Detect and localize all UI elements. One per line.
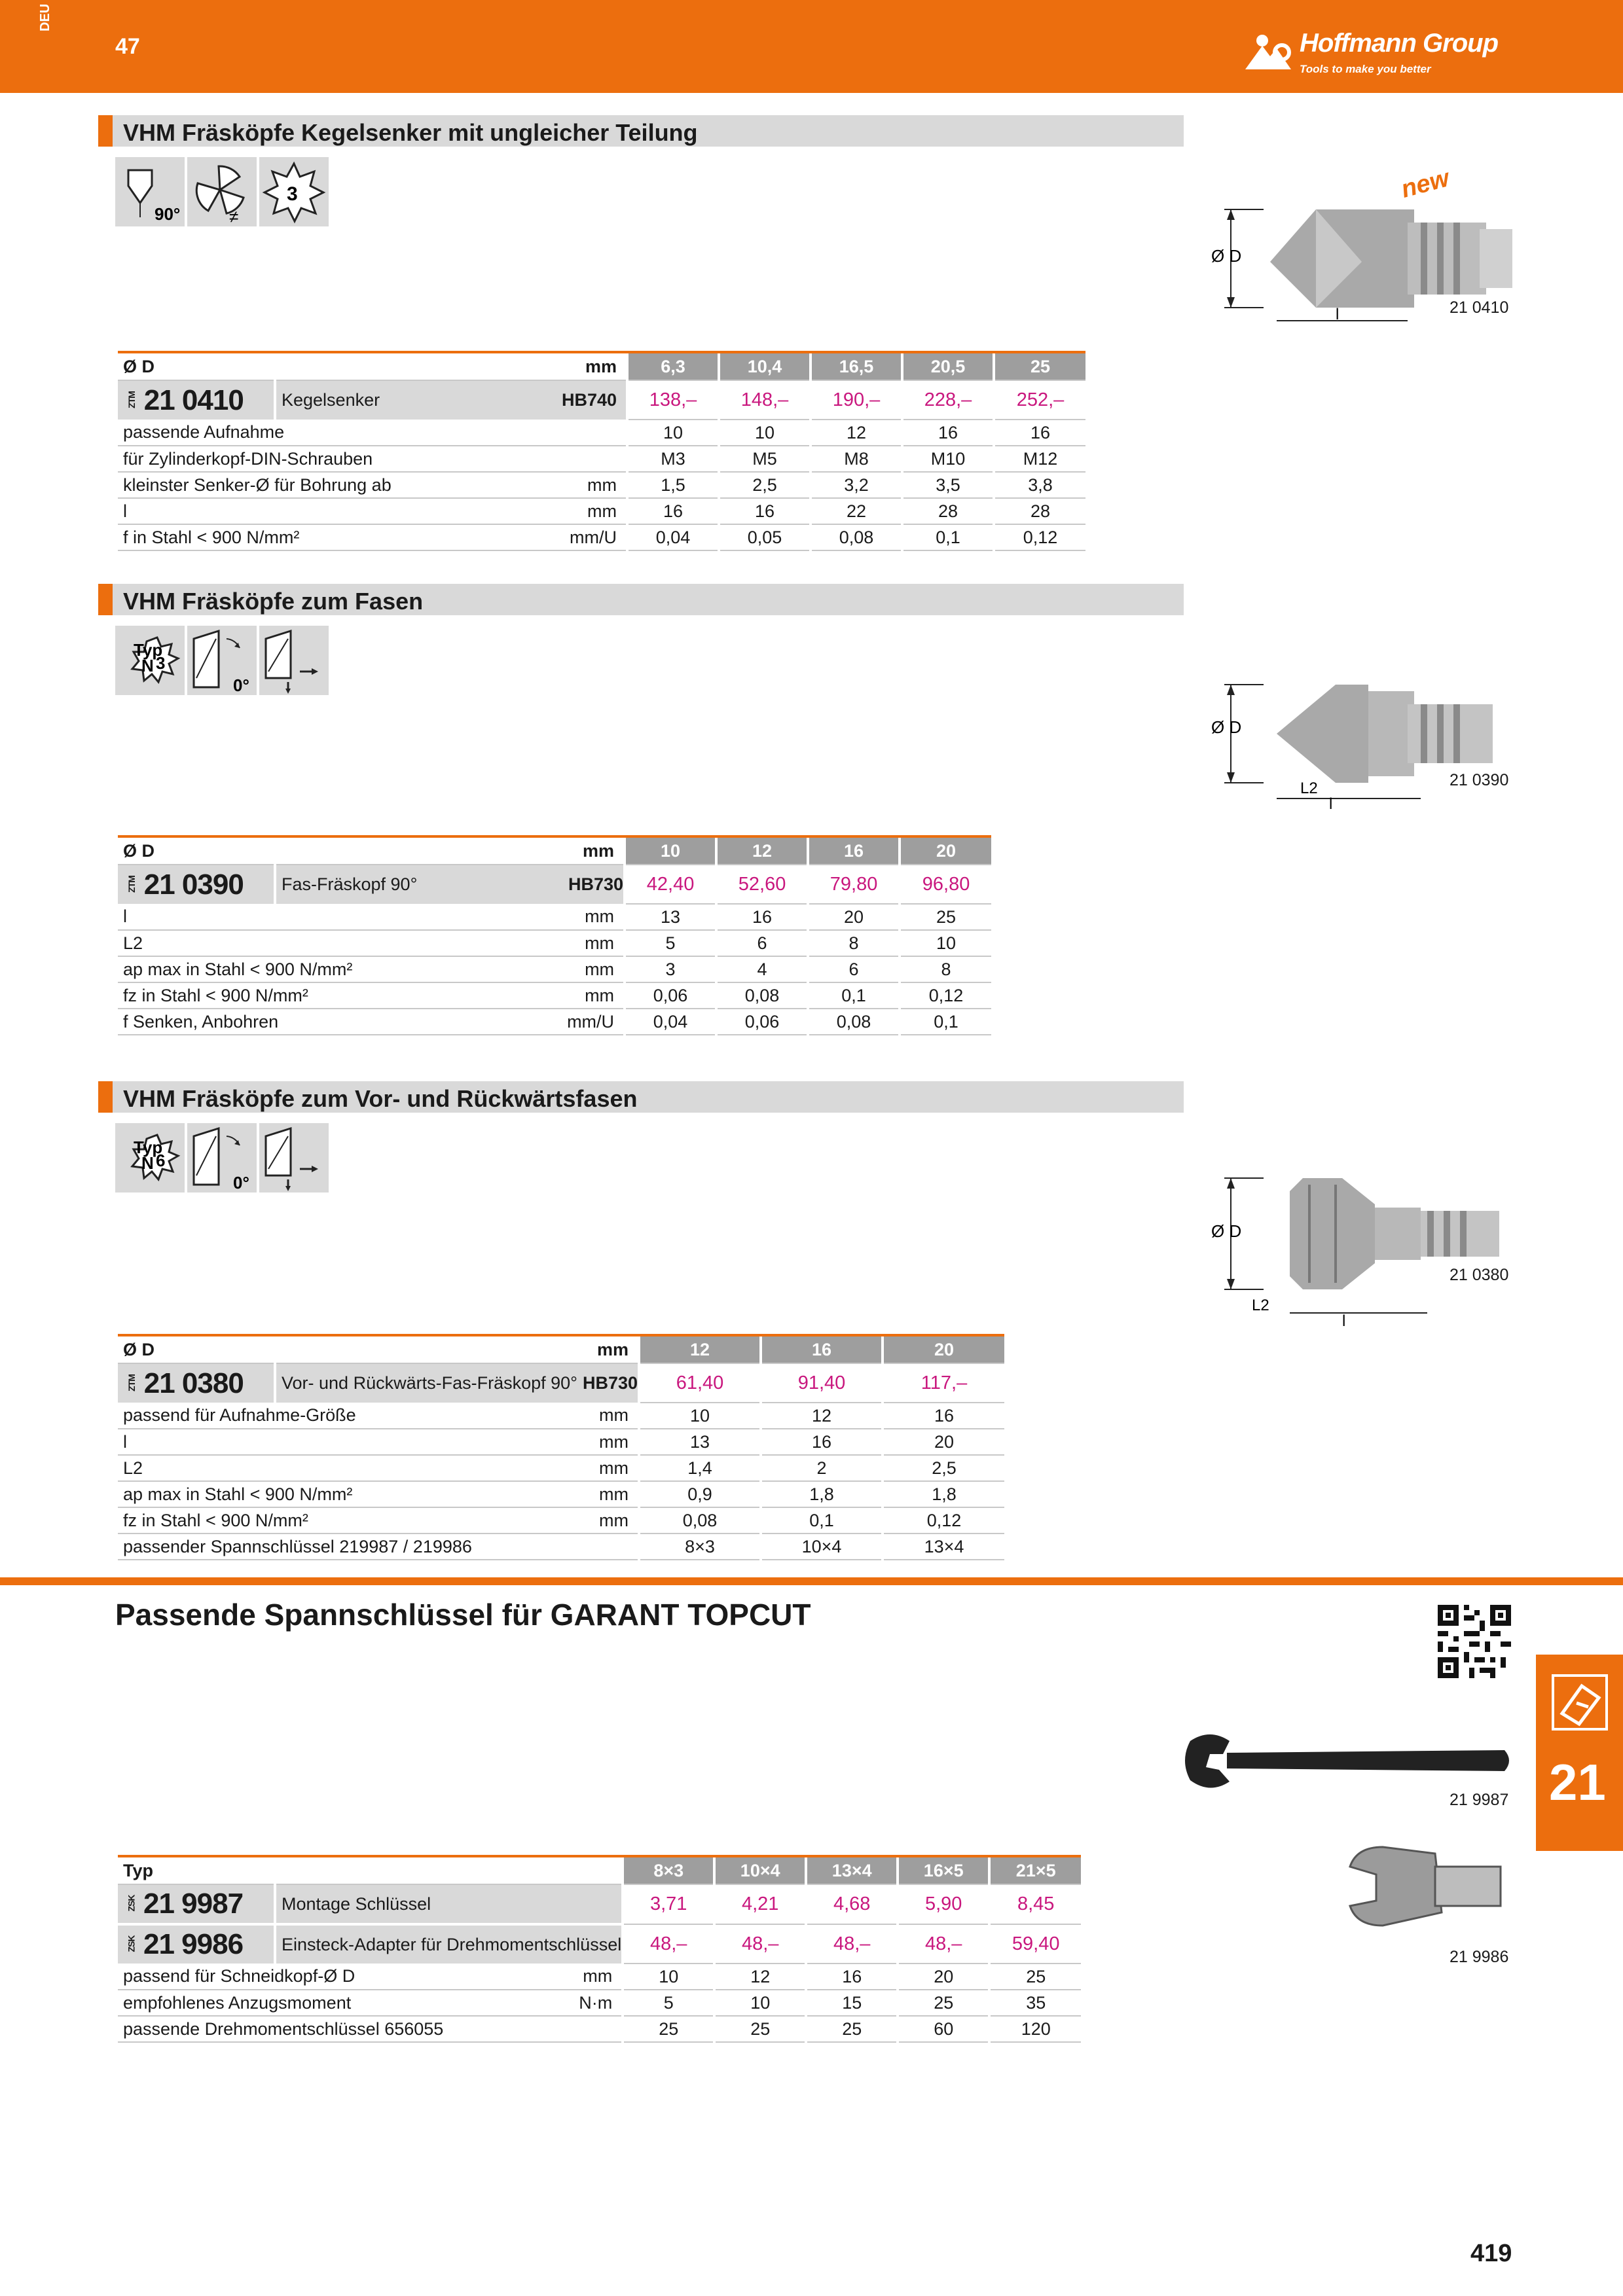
row-value: 8×3 xyxy=(639,1534,761,1560)
row-value: 1,8 xyxy=(761,1481,883,1507)
article-number: ZTM 21 0390 xyxy=(118,865,275,904)
price-cell: 96,80 xyxy=(900,865,991,904)
article-number: ZSK 21 9987 xyxy=(118,1884,275,1924)
price-cell: 42,40 xyxy=(625,865,716,904)
table-row xyxy=(118,446,1085,472)
image-caption: 21 0390 xyxy=(1450,771,1509,789)
table-head-unit: mm xyxy=(556,352,627,380)
price-cell: 4,21 xyxy=(714,1884,806,1924)
row-label: l xyxy=(118,498,556,524)
product-table-210380 xyxy=(118,1334,1004,1560)
table-row xyxy=(118,1403,1004,1429)
row-label: passende Aufnahme xyxy=(118,420,556,446)
table-head-value: 16 xyxy=(761,1335,883,1363)
svg-text:≠: ≠ xyxy=(229,207,239,226)
type-n-six-flute-icon xyxy=(115,1123,185,1193)
row-value: 10 xyxy=(719,420,811,446)
table-head-value: 8×3 xyxy=(623,1856,714,1884)
article-description: Kegelsenker xyxy=(275,380,556,420)
table-head-label: Ø D xyxy=(118,836,563,865)
table-head-value: 25 xyxy=(994,352,1085,380)
row-unit: mm xyxy=(563,956,625,982)
svg-text:Ø D: Ø D xyxy=(1211,717,1242,737)
row-value: 28 xyxy=(902,498,994,524)
row-value: 10 xyxy=(623,1964,714,1990)
product-table-210410 xyxy=(118,351,1085,551)
table-head-value: 21×5 xyxy=(989,1856,1081,1884)
svg-text:N: N xyxy=(141,656,154,675)
article-number: ZTM 21 0410 xyxy=(118,380,275,420)
row-value: 8 xyxy=(900,956,991,982)
section-title: VHM Fräsköpfe zum Vor- und Rückwärtsfasen xyxy=(123,1085,638,1112)
price-cell: 228,– xyxy=(902,380,994,420)
table-head-label: Ø D xyxy=(118,352,556,380)
row-label: passend für Schneidkopf-Ø D xyxy=(118,1964,570,1990)
section-title: VHM Fräsköpfe zum Fasen xyxy=(123,588,424,615)
page-number: 419 xyxy=(1470,2240,1512,2267)
svg-text:6: 6 xyxy=(156,1151,166,1170)
row-unit: mm xyxy=(556,498,627,524)
wrench-product-image xyxy=(1184,1728,1511,1793)
row-label: ap max in Stahl < 900 N/mm² xyxy=(118,1481,577,1507)
row-value: 28 xyxy=(994,498,1085,524)
price-cell: 48,– xyxy=(806,1924,898,1964)
table-row xyxy=(118,930,991,956)
header-bar xyxy=(0,0,1623,93)
svg-text:N: N xyxy=(141,1153,154,1173)
chamfer-feed-icon xyxy=(259,1123,329,1193)
price-cell: 117,– xyxy=(883,1363,1004,1403)
article-description: Einsteck-Adapter für Drehmomentschlüssel xyxy=(275,1924,623,1964)
row-value: 25 xyxy=(806,2016,898,2042)
table-head-value: 12 xyxy=(639,1335,761,1363)
row-unit: mm/U xyxy=(563,1009,625,1035)
image-caption: 21 0380 xyxy=(1450,1266,1509,1284)
row-value: 2,5 xyxy=(883,1455,1004,1481)
row-value: 3 xyxy=(625,956,716,982)
row-unit xyxy=(570,2016,623,2042)
row-label: empfohlenes Anzugsmoment xyxy=(118,1990,570,2016)
table-head-unit: mm xyxy=(577,1335,639,1363)
hoffmann-logo xyxy=(1244,24,1512,80)
table-row xyxy=(118,1990,1081,2016)
row-label: passende Drehmomentschlüssel 656055 xyxy=(118,2016,570,2042)
svg-text:l: l xyxy=(1329,795,1333,809)
row-value: 12 xyxy=(714,1964,806,1990)
row-value: 0,04 xyxy=(627,524,719,550)
row-value: 0,12 xyxy=(883,1507,1004,1534)
svg-text:L2: L2 xyxy=(1300,780,1318,797)
unequal-pitch-icon xyxy=(187,157,257,226)
section-title: VHM Fräsköpfe Kegelsenker mit ungleicher Teilung xyxy=(123,119,698,146)
table-head-value: 10,4 xyxy=(719,352,811,380)
logo-mark-icon xyxy=(1244,33,1296,72)
table-row xyxy=(118,1429,1004,1455)
row-value: 20 xyxy=(898,1964,989,1990)
row-label: fz in Stahl < 900 N/mm² xyxy=(118,1507,577,1534)
row-unit: mm xyxy=(577,1403,639,1429)
table-head-value: 12 xyxy=(716,836,808,865)
chamfer-angle-icon xyxy=(187,626,257,695)
table-head-value: 10 xyxy=(625,836,716,865)
logo-tagline: Tools to make you better xyxy=(1300,63,1431,75)
page-number-top: 47 xyxy=(115,34,140,59)
row-value: 2,5 xyxy=(719,472,811,498)
row-value: 0,05 xyxy=(719,524,811,550)
row-value: 10 xyxy=(714,1990,806,2016)
price-cell: 148,– xyxy=(719,380,811,420)
table-row xyxy=(118,1481,1004,1507)
price-cell: 48,– xyxy=(898,1924,989,1964)
row-value: 0,1 xyxy=(900,1009,991,1035)
section-separator xyxy=(0,1577,1623,1585)
row-value: 1,5 xyxy=(627,472,719,498)
table-row xyxy=(118,1534,1004,1560)
section-title-bar xyxy=(98,584,1184,615)
price-cell: 5,90 xyxy=(898,1884,989,1924)
row-value: 16 xyxy=(627,498,719,524)
article-row xyxy=(118,1884,1081,1924)
row-value: 0,12 xyxy=(994,524,1085,550)
svg-text:0°: 0° xyxy=(233,675,249,695)
price-cell: 190,– xyxy=(811,380,902,420)
row-unit: mm xyxy=(577,1481,639,1507)
image-caption: 21 0410 xyxy=(1450,298,1509,317)
row-value: 13 xyxy=(639,1429,761,1455)
row-value: 3,2 xyxy=(811,472,902,498)
article-row xyxy=(118,1924,1081,1964)
row-value: 16 xyxy=(902,420,994,446)
section-title-bar xyxy=(98,115,1184,147)
row-unit: mm xyxy=(577,1429,639,1455)
row-value: 13×4 xyxy=(883,1534,1004,1560)
product-table-210390 xyxy=(118,835,991,1035)
price-cell: 8,45 xyxy=(989,1884,1081,1924)
row-unit: mm/U xyxy=(556,524,627,550)
table-row xyxy=(118,904,991,930)
table-head-unit: mm xyxy=(563,836,625,865)
row-unit xyxy=(577,1534,639,1560)
row-value: 0,1 xyxy=(761,1507,883,1534)
price-cell: 138,– xyxy=(627,380,719,420)
table-head-value: 10×4 xyxy=(714,1856,806,1884)
row-value: 25 xyxy=(898,1990,989,2016)
table-head-label: Ø D xyxy=(118,1335,577,1363)
chapter-number: 21 xyxy=(1549,1753,1606,1811)
row-unit: mm xyxy=(563,904,625,930)
row-unit: N·m xyxy=(570,1990,623,2016)
row-value: 8 xyxy=(808,930,900,956)
row-value: 3,5 xyxy=(902,472,994,498)
row-value: 3,8 xyxy=(994,472,1085,498)
row-value: 10 xyxy=(627,420,719,446)
row-label: für Zylinderkopf-DIN-Schrauben xyxy=(118,446,556,472)
row-value: 1,4 xyxy=(639,1455,761,1481)
table-row xyxy=(118,1455,1004,1481)
row-value: 10 xyxy=(900,930,991,956)
price-cell: 79,80 xyxy=(808,865,900,904)
svg-text:Ø D: Ø D xyxy=(1211,246,1242,266)
svg-text:Typ: Typ xyxy=(134,640,163,660)
price-cell: 59,40 xyxy=(989,1924,1081,1964)
row-label: L2 xyxy=(118,1455,577,1481)
row-value: 0,06 xyxy=(716,1009,808,1035)
price-cell: 52,60 xyxy=(716,865,808,904)
cutting-insert-icon xyxy=(1550,1673,1609,1732)
row-unit: mm xyxy=(563,930,625,956)
row-label: kleinster Senker-Ø für Bohrung ab xyxy=(118,472,556,498)
article-row xyxy=(118,380,1085,420)
svg-text:l: l xyxy=(1342,1312,1346,1329)
row-value: 6 xyxy=(808,956,900,982)
row-value: 6 xyxy=(716,930,808,956)
table-row xyxy=(118,420,1085,446)
row-label: l xyxy=(118,904,563,930)
row-value: M10 xyxy=(902,446,994,472)
row-value: 0,06 xyxy=(625,982,716,1009)
row-value: 0,08 xyxy=(811,524,902,550)
svg-text:Ø D: Ø D xyxy=(1211,1221,1242,1241)
table-head-value: 16 xyxy=(808,836,900,865)
article-material: HB730 xyxy=(577,1363,639,1403)
price-cell: 252,– xyxy=(994,380,1085,420)
table-row xyxy=(118,1507,1004,1534)
article-number: ZTM 21 0380 xyxy=(118,1363,275,1403)
table-row xyxy=(118,982,991,1009)
row-value: 1,8 xyxy=(883,1481,1004,1507)
row-value: 16 xyxy=(994,420,1085,446)
table-head-value: 16×5 xyxy=(898,1856,989,1884)
row-value: 4 xyxy=(716,956,808,982)
price-cell: 61,40 xyxy=(639,1363,761,1403)
table-head-label: Typ xyxy=(118,1856,623,1884)
article-description: Vor- und Rückwärts-Fas-Fräskopf 90° xyxy=(275,1363,577,1403)
row-label: L2 xyxy=(118,930,563,956)
table-row xyxy=(118,2016,1081,2042)
image-caption: 21 9986 xyxy=(1450,1948,1509,1966)
image-caption: 21 9987 xyxy=(1450,1791,1509,1809)
logo-name: Hoffmann Group xyxy=(1300,29,1499,58)
type-n-three-flute-icon xyxy=(115,626,185,695)
article-number: ZSK 21 9986 xyxy=(118,1924,275,1964)
row-value: 20 xyxy=(808,904,900,930)
row-value: 5 xyxy=(623,1990,714,2016)
row-value: 16 xyxy=(761,1429,883,1455)
row-value: 0,08 xyxy=(808,1009,900,1035)
row-label: f in Stahl < 900 N/mm² xyxy=(118,524,556,550)
row-value: 120 xyxy=(989,2016,1081,2042)
row-value: 15 xyxy=(806,1990,898,2016)
table-row xyxy=(118,956,991,982)
svg-text:3: 3 xyxy=(287,183,298,205)
svg-text:L2: L2 xyxy=(1252,1297,1269,1314)
row-label: fz in Stahl < 900 N/mm² xyxy=(118,982,563,1009)
row-unit: mm xyxy=(577,1455,639,1481)
row-value: M12 xyxy=(994,446,1085,472)
qr-code-icon[interactable] xyxy=(1438,1605,1511,1678)
article-row xyxy=(118,1363,1004,1403)
row-value: 16 xyxy=(719,498,811,524)
row-value: 12 xyxy=(761,1403,883,1429)
back-chamfer-product-image xyxy=(1211,1172,1525,1329)
article-row xyxy=(118,865,991,904)
row-value: 25 xyxy=(623,2016,714,2042)
row-value: 25 xyxy=(989,1964,1081,1990)
svg-text:3: 3 xyxy=(156,653,166,673)
chapter-tab[interactable] xyxy=(1536,1655,1623,1851)
row-unit xyxy=(556,420,627,446)
row-value: 12 xyxy=(811,420,902,446)
svg-text:l: l xyxy=(1336,306,1340,323)
table-row xyxy=(118,498,1085,524)
svg-text:0°: 0° xyxy=(233,1173,249,1193)
language-code: DEU xyxy=(38,3,52,31)
row-value: 0,08 xyxy=(716,982,808,1009)
table-head-value: 20,5 xyxy=(902,352,994,380)
svg-text:90°: 90° xyxy=(155,204,181,224)
svg-text:Typ: Typ xyxy=(134,1138,163,1157)
row-value: 35 xyxy=(989,1990,1081,2016)
row-value: 13 xyxy=(625,904,716,930)
table-head-value: 20 xyxy=(900,836,991,865)
article-material: HB730 xyxy=(563,865,625,904)
row-label: f Senken, Anbohren xyxy=(118,1009,563,1035)
row-label: passend für Aufnahme-Größe xyxy=(118,1403,577,1429)
chamfer-feed-icon xyxy=(259,626,329,695)
row-value: M5 xyxy=(719,446,811,472)
table-row xyxy=(118,472,1085,498)
row-value: 2 xyxy=(761,1455,883,1481)
three-flute-icon xyxy=(259,157,329,226)
row-value: 20 xyxy=(883,1429,1004,1455)
price-cell: 48,– xyxy=(623,1924,714,1964)
row-value: 0,04 xyxy=(625,1009,716,1035)
table-head-value: 16,5 xyxy=(811,352,902,380)
price-cell: 3,71 xyxy=(623,1884,714,1924)
chamfer-angle-icon xyxy=(187,1123,257,1193)
row-unit: mm xyxy=(577,1507,639,1534)
price-cell: 48,– xyxy=(714,1924,806,1964)
row-unit xyxy=(556,446,627,472)
table-head-value: 13×4 xyxy=(806,1856,898,1884)
row-value: 25 xyxy=(900,904,991,930)
row-value: 0,1 xyxy=(902,524,994,550)
row-value: 60 xyxy=(898,2016,989,2042)
table-head-value: 6,3 xyxy=(627,352,719,380)
section-title-bar xyxy=(98,1081,1184,1113)
row-value: 0,9 xyxy=(639,1481,761,1507)
row-value: M8 xyxy=(811,446,902,472)
row-value: 16 xyxy=(806,1964,898,1990)
price-cell: 91,40 xyxy=(761,1363,883,1403)
row-value: 25 xyxy=(714,2016,806,2042)
row-value: 10 xyxy=(639,1403,761,1429)
row-value: 10×4 xyxy=(761,1534,883,1560)
row-label: ap max in Stahl < 900 N/mm² xyxy=(118,956,563,982)
row-value: 16 xyxy=(883,1403,1004,1429)
article-material: HB740 xyxy=(556,380,627,420)
table-row xyxy=(118,1964,1081,1990)
countersink-90-icon xyxy=(115,157,185,226)
row-value: 0,08 xyxy=(639,1507,761,1534)
row-unit: mm xyxy=(570,1964,623,1990)
article-description: Montage Schlüssel xyxy=(275,1884,623,1924)
new-badge: new xyxy=(1398,164,1452,204)
row-label: passender Spannschlüssel 219987 / 219986 xyxy=(118,1534,577,1560)
row-label: l xyxy=(118,1429,577,1455)
price-cell: 4,68 xyxy=(806,1884,898,1924)
table-row xyxy=(118,524,1085,550)
row-value: 22 xyxy=(811,498,902,524)
row-value: 0,1 xyxy=(808,982,900,1009)
product-table-wrenches xyxy=(118,1855,1081,2043)
article-description: Fas-Fräskopf 90° xyxy=(275,865,563,904)
row-value: 16 xyxy=(716,904,808,930)
section-heading: Passende Spannschlüssel für GARANT TOPCUT xyxy=(115,1598,811,1632)
row-unit: mm xyxy=(556,472,627,498)
row-value: 5 xyxy=(625,930,716,956)
row-value: M3 xyxy=(627,446,719,472)
adapter-product-image xyxy=(1343,1840,1514,1932)
table-row xyxy=(118,1009,991,1035)
table-head-value: 20 xyxy=(883,1335,1004,1363)
row-value: 0,12 xyxy=(900,982,991,1009)
row-unit: mm xyxy=(563,982,625,1009)
